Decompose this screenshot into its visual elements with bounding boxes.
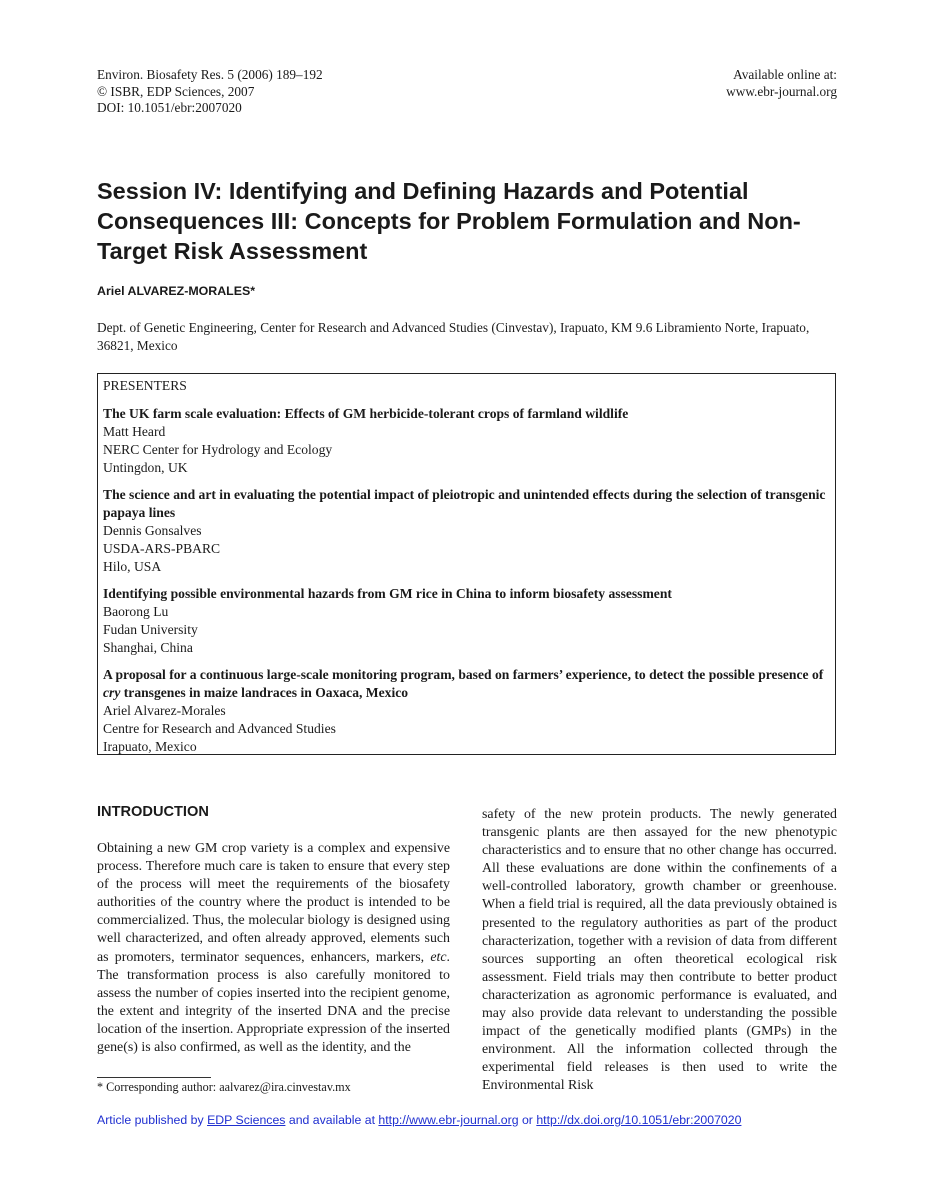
introduction-heading: INTRODUCTION (97, 804, 209, 820)
copyright-line: © ISBR, EDP Sciences, 2007 (97, 83, 255, 99)
title-part: transgenes in maize landraces in Oaxaca, Mexico (120, 685, 409, 700)
doi-line: DOI: 10.1051/ebr:2007020 (97, 100, 242, 115)
presentation-item (103, 405, 835, 477)
article-title: Session IV: Identifying and Defining Hazards and Potential Consequences III: Concepts for Problem Formulation and Non-Target Risk Assessment (97, 178, 801, 264)
introduction-text-left (97, 840, 450, 1057)
publisher-middle: and available at (285, 1113, 379, 1127)
edp-sciences-link[interactable]: EDP Sciences (207, 1113, 286, 1127)
author-name: Ariel ALVAREZ-MORALES* (97, 284, 256, 298)
available-online-label: Available online at: (733, 67, 837, 82)
presenter-location: Shanghai, China (103, 640, 193, 655)
presenter-location: Untingdon, UK (103, 460, 188, 475)
publisher-line (97, 1113, 741, 1127)
presentation-title: The UK farm scale evaluation: Effects of GM herbicide-tolerant crops of farmland wildlife (103, 406, 629, 421)
presenter-location: Hilo, USA (103, 559, 162, 574)
presentation-title: Identifying possible environmental hazards from GM rice in China to inform biosafety assessment (103, 586, 672, 601)
journal-citation (97, 67, 323, 117)
doi-url-link[interactable]: http://dx.doi.org/10.1051/ebr:2007020 (536, 1113, 742, 1127)
presentation-item (103, 486, 835, 576)
presenter-institution: NERC Center for Hydrology and Ecology (103, 442, 333, 457)
presenter-name: Dennis Gonsalves (103, 523, 202, 538)
text-part: Obtaining a new GM crop variety is a complex and expensive process. Therefore much care is taken to ensure that every step of the process will meet the requirements of the biosafety authorities of the country where the product is intended to be commercialized. Thus, the molecular biology is designed using well characterized, and often already approved, elements such as promoters, terminator sequences, enhancers, markers, (97, 841, 450, 965)
journal-website: www.ebr-journal.org (726, 83, 837, 99)
presentation-title: The science and art in evaluating the potential impact of pleiotropic and unintended effects during the selection of transgenic papaya lines (103, 487, 826, 520)
citation-line: Environ. Biosafety Res. 5 (2006) 189–192 (97, 67, 323, 82)
publisher-prefix: Article published by (97, 1113, 208, 1127)
presenter-name: Matt Heard (103, 424, 166, 439)
publisher-or: or (518, 1113, 537, 1127)
presenter-institution: Fudan University (103, 622, 198, 637)
title-italic-term: cry (103, 685, 121, 700)
presentation-item (103, 585, 835, 657)
presentation-title (103, 666, 835, 702)
presenters-heading: PRESENTERS (103, 378, 187, 393)
availability-note (726, 67, 837, 100)
introduction-text-right: safety of the new protein products. The newly generated transgenic plants are then assayed for the new phenotypic characteristics and to ensure that no other change has occurred. All these evaluations are done within the confinements of a well-controlled laboratory, growth chamber or greenhouse. When a field trial is required, all the data previously obtained is presented to the regulatory authorities as part of the product characterization, together with a revision of data from different sources supporting an often theoretical ecological risk assessment. Field trials may then contribute to better product characterization as agronomic performance is evaluated, and may also provide data relevant to understanding the possible impact of the genetically modified plants (GMPs) in the environment. All the information collected through the experimental field releases is then used to write the Environmental Risk (482, 807, 837, 1094)
author-affiliation: Dept. of Genetic Engineering, Center for Research and Advanced Studies (Cinvestav), Irapuato, KM 9.6 Libramiento Norte, Irapuato, 36821, Mexico (97, 320, 810, 353)
italic-term: etc (430, 949, 447, 965)
presenter-name: Baorong Lu (103, 604, 169, 619)
footnote-divider (97, 1077, 211, 1078)
presenter-location: Irapuato, Mexico (103, 739, 197, 754)
presenters-box (97, 373, 836, 755)
text-part: . The transformation process is also carefully monitored to assess the number of copies inserted into the recipient genome, the extent and integrity of the inserted DNA and the precise location of the insertion. Appropriate expression of the inserted gene(s) is also confirmed, as well as the identity, and the (97, 949, 450, 1056)
presenter-institution: USDA-ARS-PBARC (103, 541, 221, 556)
journal-url-link[interactable]: http://www.ebr-journal.org (378, 1113, 519, 1127)
presenter-name: Ariel Alvarez-Morales (103, 703, 226, 718)
title-part: A proposal for a continuous large-scale monitoring program, based on farmers’ experience, to detect the possible presence of (103, 667, 824, 682)
presenter-institution: Centre for Research and Advanced Studies (103, 721, 336, 736)
presentation-item (103, 666, 835, 756)
corresponding-author-footnote: * Corresponding author: aalvarez@ira.cinvestav.mx (97, 1080, 351, 1094)
